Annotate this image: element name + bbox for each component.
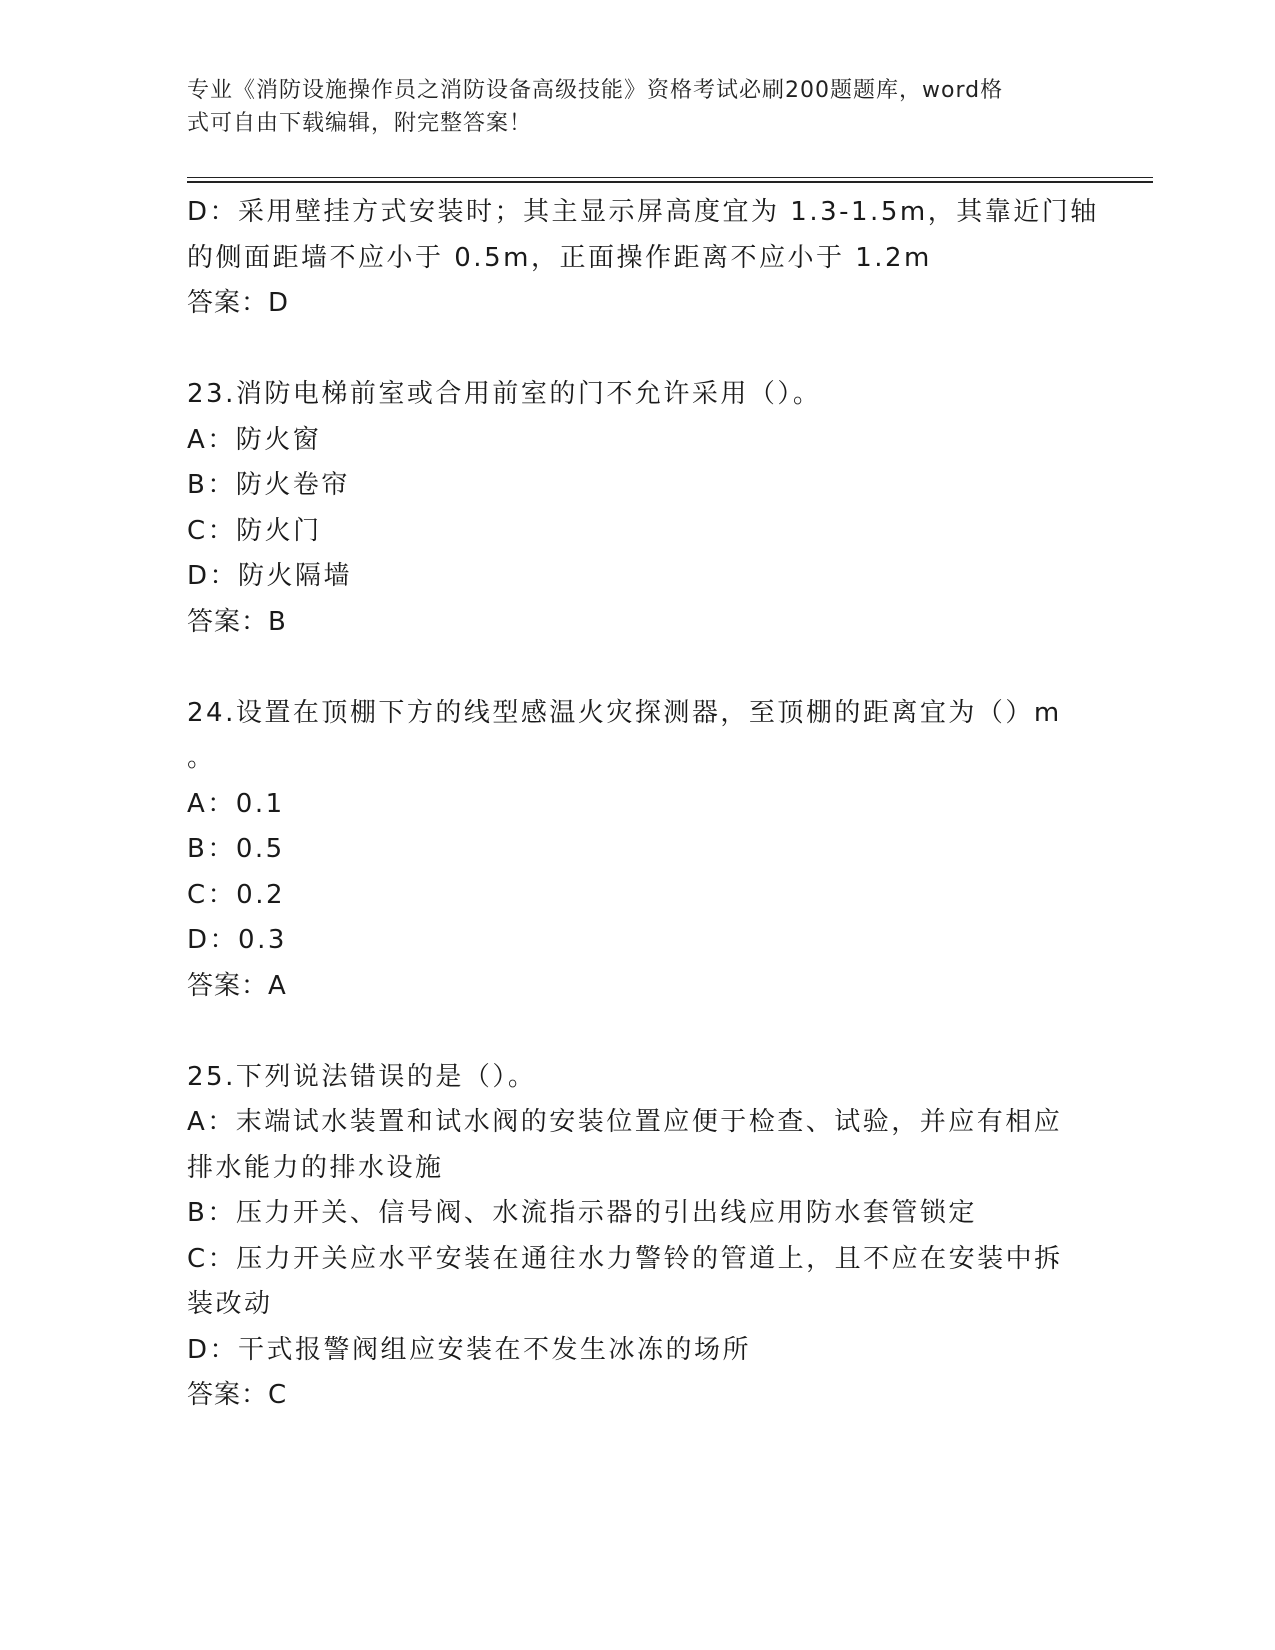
- option-c: C：压力开关应水平安装在通往水力警铃的管道上，且不应在安装中拆: [187, 1243, 1063, 1274]
- option-d: D：采用壁挂方式安装时；其主显示屏高度宜为 1.3-1.5m，其靠近门轴: [187, 197, 1099, 227]
- option-d-continued: 的侧面距墙不应小于 0.5m，正面操作距离不应小于 1.2m: [187, 242, 932, 273]
- answer: 答案：A: [187, 970, 287, 1001]
- header-divider-thin: [187, 177, 1153, 178]
- question-24: [187, 691, 1087, 1010]
- option-c: C：防火门: [187, 515, 322, 546]
- option-a: A：防火窗: [187, 424, 322, 455]
- option-c: C：0.2: [187, 879, 286, 910]
- question-stem: 25.下列说法错误的是（）。: [187, 1061, 537, 1092]
- option-d: D：防火隔墙: [187, 561, 353, 591]
- question-stem: 24.设置在顶棚下方的线型感温火灾探测器，至顶棚的距离宜为（）m: [187, 697, 1062, 728]
- question-stem: 23.消防电梯前室或合用前室的门不允许采用（）。: [187, 379, 822, 409]
- option-b: B：防火卷帘: [187, 470, 350, 500]
- option-c-continued: 装改动: [187, 1289, 273, 1319]
- spacer: [187, 645, 1087, 691]
- answer: 答案：B: [187, 606, 287, 637]
- question-23: [187, 372, 1087, 645]
- option-d: D：干式报警阀组应安装在不发生冰冻的场所: [187, 1334, 752, 1365]
- option-b: B：压力开关、信号阀、水流指示器的引出线应用防水套管锁定: [187, 1198, 977, 1228]
- answer: 答案：C: [187, 1380, 288, 1410]
- spacer: [187, 327, 1087, 373]
- option-a: A：0.1: [187, 788, 285, 819]
- question-25: [187, 1055, 1087, 1419]
- header-divider-thick: [187, 181, 1153, 183]
- option-a: A：末端试水装置和试水阀的安装位置应便于检查、试验，并应有相应: [187, 1107, 1063, 1137]
- question-22-tail: [187, 190, 1099, 327]
- header-line-1: 专业《消防设施操作员之消防设备高级技能》资格考试必刷200题题库，word格: [187, 78, 1004, 103]
- document-header: [187, 74, 1067, 140]
- question-stem-continued: 。: [187, 743, 216, 773]
- answer: 答案：D: [187, 288, 290, 318]
- document-body: [187, 190, 1099, 1419]
- option-a-continued: 排水能力的排水设施: [187, 1152, 444, 1183]
- option-d: D：0.3: [187, 925, 287, 955]
- option-b: B：0.5: [187, 834, 285, 864]
- spacer: [187, 1009, 1087, 1055]
- header-line-2: 式可自由下载编辑，附完整答案！: [187, 111, 533, 136]
